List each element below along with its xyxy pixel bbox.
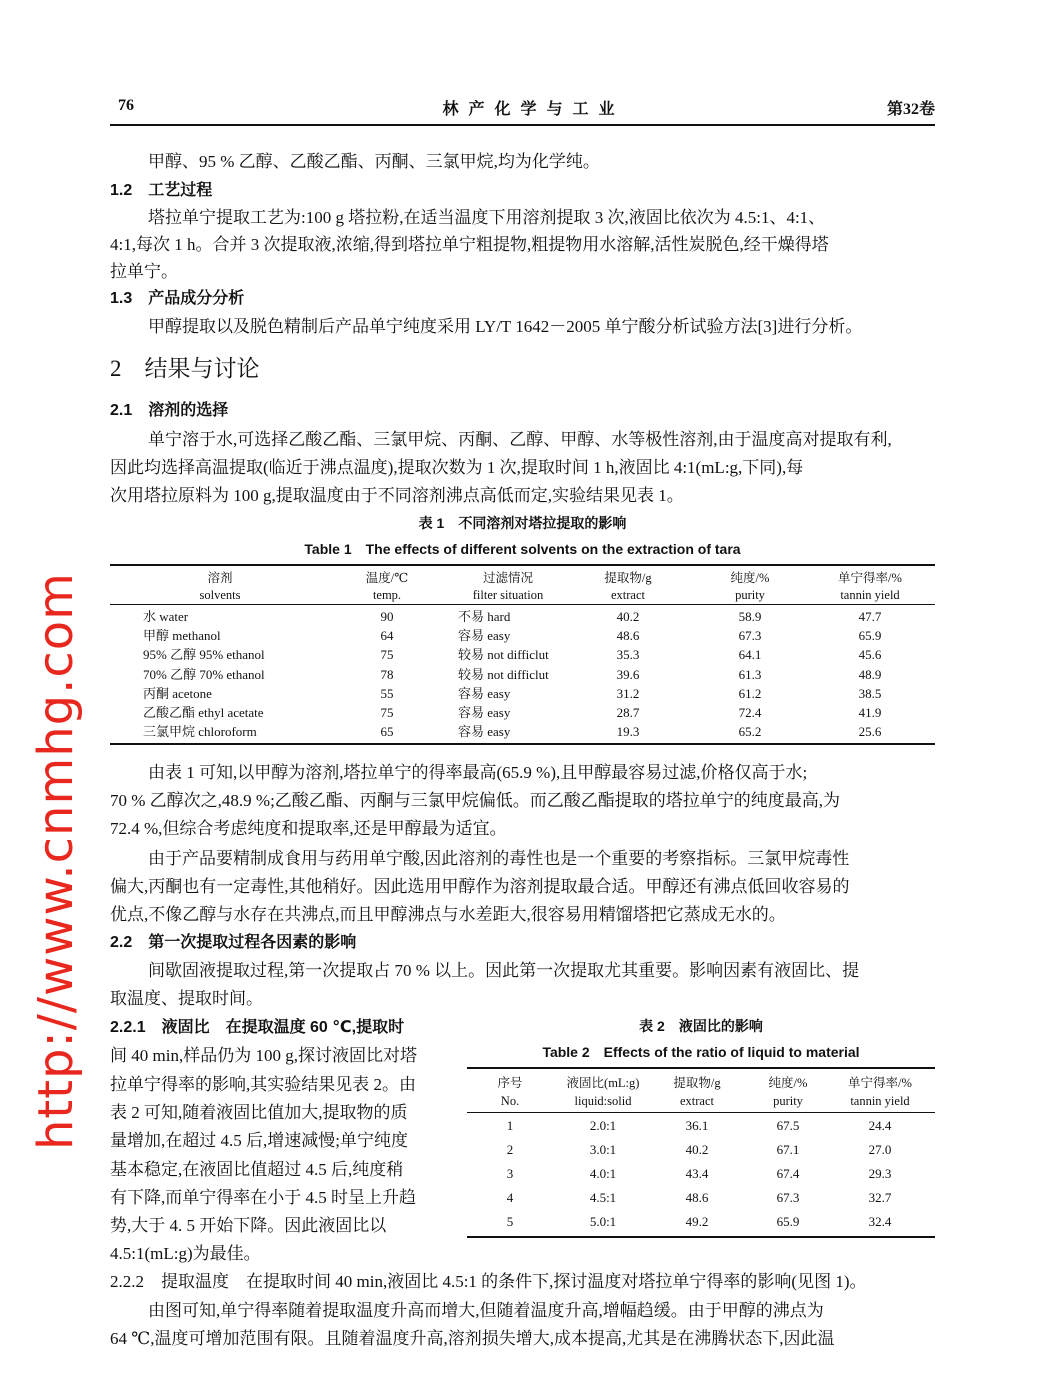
table2-cell: 43.4 (685, 1166, 709, 1181)
table2-cell: 67.3 (776, 1190, 800, 1205)
table2-top-rule (467, 1067, 935, 1069)
table1-cell: 41.9 (858, 705, 882, 720)
table1-cell: 64.1 (738, 647, 762, 663)
table2-cell: 1 (506, 1118, 514, 1133)
paragraph-line: 甲醇、95 % 乙醇、乙酸乙酯、丙酮、三氯甲烷,均为化学纯。 (148, 152, 600, 171)
table1-header-cn: 单宁得率/% (838, 571, 902, 585)
table1-caption-cn: 表 1 不同溶剂对塔拉提取的影响 (418, 515, 627, 531)
table2-cell: 32.7 (868, 1190, 892, 1205)
table1-top-rule (110, 564, 935, 566)
table1-cell: 45.6 (858, 647, 882, 663)
table1-cell-solvent: 甲醇 methanol (143, 628, 221, 644)
table1-cell: 67.3 (738, 628, 762, 644)
table1-cell-solvent: 水 water (143, 609, 189, 624)
table1-cell: 61.3 (738, 666, 762, 682)
paragraph-line: 拉单宁得率的影响,其实验结果见表 2。由 (110, 1074, 416, 1094)
table1-cell: 容易 easy (458, 705, 511, 720)
paragraph-line: 塔拉单宁提取工艺为:100 g 塔拉粉,在适当温度下用溶剂提取 3 次,液固比依次为 4.5:1、4:1、 (148, 208, 826, 227)
table2-cell: 4.5:1 (589, 1190, 617, 1205)
page-number: 76 (118, 97, 134, 114)
paragraph-line: 70 % 乙醇次之,48.9 %;乙酸乙酯、丙酮与三氯甲烷偏低。而乙酸乙酯提取的塔拉单宁的纯度最高,为 (110, 791, 841, 810)
section-heading-1-2: 1.2 工艺过程 (110, 182, 213, 199)
table2-header-en: liquid:solid (574, 1094, 632, 1108)
table1-cell-solvent: 95% 乙醇 95% ethanol (143, 647, 265, 663)
paragraph-line: 由于产品要精制成食用与药用单宁酸,因此溶剂的毒性也是一个重要的考察指标。三氯甲烷毒性 (148, 849, 850, 868)
table1-cell: 64 (380, 628, 394, 644)
table1-cell: 28.7 (616, 705, 640, 720)
table2-cell: 67.4 (776, 1166, 800, 1181)
paragraph-line: 2.2.1 液固比 在提取温度 60 ℃,提取时 (110, 1019, 405, 1036)
paragraph-line: 量增加,在超过 4.5 后,增速减慢;单宁纯度 (110, 1131, 408, 1151)
table1-cell-solvent: 70% 乙醇 70% ethanol (143, 666, 265, 682)
table2-header-cn: 液固比(mL:g) (566, 1076, 640, 1090)
table1-bottom-rule (110, 743, 935, 745)
table1-header-cn: 纯度/% (730, 571, 770, 585)
table2-cell: 3 (506, 1166, 514, 1181)
table1-cell: 25.6 (858, 724, 882, 740)
table1-cell: 35.3 (616, 647, 640, 663)
paragraph-line: 72.4 %,但综合考虑纯度和提取率,还是甲醇最为适宜。 (110, 819, 507, 838)
table2-cell: 65.9 (776, 1214, 800, 1229)
table1-header-cn: 提取物/g (604, 571, 652, 585)
table1-header-en: temp. (372, 588, 402, 602)
table2-header-en: No. (500, 1094, 520, 1108)
paragraph-line: 64 ℃,温度可增加范围有限。且随着温度升高,溶剂损失增大,成本提高,尤其是在沸腾状态下,因此温 (110, 1329, 835, 1348)
paragraph-line: 间 40 min,样品仍为 100 g,探讨液固比对塔 (110, 1046, 417, 1066)
journal-title: 林 产 化 学 与 工 业 (442, 101, 618, 118)
table1-cell: 较易 not difficlut (458, 647, 549, 663)
table2-header-cn: 单宁得率/% (848, 1076, 912, 1090)
table1-cell: 19.3 (616, 724, 640, 740)
table1-cell: 较易 not difficlut (458, 666, 549, 682)
table1-header-en: tannin yield (840, 588, 900, 602)
table2-header-rule (467, 1112, 935, 1113)
paragraph-line: 势,大于 4. 5 开始下降。因此液固比以 (110, 1216, 387, 1236)
table1-header-cn: 过滤情况 (482, 571, 533, 585)
table1-cell: 38.5 (858, 685, 882, 701)
table2-cell: 40.2 (685, 1142, 709, 1157)
paragraph-line: 拉单宁。 (110, 262, 178, 281)
table1-header-en: purity (735, 588, 765, 602)
paragraph-line: 基本稳定,在液固比值超过 4.5 后,纯度稍 (110, 1159, 404, 1179)
paragraph-line: 4:1,每次 1 h。合并 3 次提取液,浓缩,得到塔拉单宁粗提物,粗提物用水溶解,活性炭脱色,经干燥得塔 (110, 235, 829, 254)
table1-cell: 容易 easy (458, 628, 511, 644)
table2-cell: 2 (506, 1142, 514, 1157)
paragraph-line: 表 2 可知,随着液固比值加大,提取物的质 (110, 1102, 408, 1122)
paragraph-line: 有下降,而单宁得率在小于 4.5 时呈上升趋 (110, 1187, 416, 1207)
table1-cell: 不易 hard (458, 609, 511, 624)
section-heading-2: 2 结果与讨论 (110, 356, 260, 381)
paragraph-line: 甲醇提取以及脱色精制后产品单宁纯度采用 LY/T 1642－2005 单宁酸分析试验方法[3]进行分析。 (148, 317, 863, 336)
paragraph-line: 次用塔拉原料为 100 g,提取温度由于不同溶剂沸点高低而定,实验结果见表 1。 (110, 486, 684, 505)
paragraph-line: 因此均选择高温提取(临近于沸点温度),提取次数为 1 次,提取时间 1 h,液固比 4:1(mL:g,下同),每 (110, 458, 804, 477)
table2-header-cn: 纯度/% (768, 1076, 808, 1090)
table1-cell: 31.2 (616, 685, 640, 701)
paragraph-line: 偏大,丙酮也有一定毒性,其他稍好。因此选用甲醇作为溶剂提取最合适。甲醇还有沸点低回收容易的 (110, 877, 850, 896)
section-2-2-2-line: 2.2.2 提取温度 在提取时间 40 min,液固比 4.5:1 的条件下,探讨温度对塔拉单宁得率的影响(见图 1)。 (110, 1272, 867, 1291)
table1-cell: 65.9 (858, 628, 882, 644)
table1-cell: 65.2 (738, 724, 762, 740)
table1-cell-solvent: 乙酸乙酯 ethyl acetate (143, 705, 264, 720)
table2-header-en: tannin yield (850, 1094, 910, 1108)
table2-cell: 49.2 (685, 1214, 709, 1229)
paragraph-line: 由图可知,单宁得率随着提取温度升高而增大,但随着温度升高,增幅趋缓。由于甲醇的沸点为 (148, 1301, 824, 1320)
table1-cell: 61.2 (738, 685, 762, 701)
table1-header-en: extract (610, 588, 645, 602)
table2-cell: 67.1 (776, 1142, 800, 1157)
paragraph-line: 取温度、提取时间。 (110, 989, 263, 1008)
table2-cell: 3.0:1 (589, 1142, 617, 1157)
table1-cell: 48.9 (858, 666, 882, 682)
table2-bottom-rule (467, 1236, 935, 1238)
table1-header-cn: 溶剂 (207, 571, 233, 585)
table2-cell: 36.1 (685, 1118, 709, 1133)
table1-cell: 容易 easy (458, 685, 511, 701)
table1-cell: 48.6 (616, 628, 640, 644)
table2-cell: 4.0:1 (589, 1166, 617, 1181)
watermark: http://www.cnmhg.com (28, 572, 84, 1150)
table2-header-cn: 序号 (497, 1076, 523, 1090)
table1-cell: 58.9 (738, 609, 762, 624)
table2-cell: 32.4 (868, 1214, 892, 1229)
table1-cell: 75 (380, 647, 394, 663)
table1-cell-solvent: 丙酮 acetone (143, 685, 212, 701)
section-heading-2-2: 2.2 第一次提取过程各因素的影响 (110, 934, 357, 951)
table1-caption-en: Table 1 The effects of different solvents on the extraction of tara (304, 541, 741, 557)
table1-cell: 90 (380, 609, 394, 624)
section-heading-2-1: 2.1 溶剂的选择 (110, 402, 229, 419)
section-heading-1-3: 1.3 产品成分分析 (110, 290, 245, 307)
table2-cell: 67.5 (776, 1118, 800, 1133)
table1-header-cn: 温度/℃ (365, 571, 409, 585)
table1-cell-solvent: 三氯甲烷 chloroform (143, 724, 257, 740)
table1-cell: 75 (380, 705, 394, 720)
table2-caption-cn: 表 2 液固比的影响 (639, 1018, 763, 1034)
table2-caption-en: Table 2 Effects of the ratio of liquid to material (542, 1044, 860, 1060)
table1-cell: 40.2 (616, 609, 640, 624)
header-rule (110, 124, 935, 126)
volume: 第32卷 (886, 101, 935, 118)
table1-header-en: solvents (199, 588, 241, 602)
table2-cell: 29.3 (868, 1166, 892, 1181)
table1-header-en: filter situation (472, 588, 544, 602)
table2-cell: 5.0:1 (589, 1214, 617, 1229)
table2-cell: 24.4 (868, 1118, 892, 1133)
table2-cell: 4 (506, 1190, 514, 1205)
table2-cell: 48.6 (685, 1190, 709, 1205)
table1-cell: 容易 easy (458, 724, 511, 740)
table2-cell: 2.0:1 (589, 1118, 617, 1133)
table1-header-rule (110, 604, 935, 605)
paragraph-line: 由表 1 可知,以甲醇为溶剂,塔拉单宁的得率最高(65.9 %),且甲醇最容易过滤,价格仅高于水; (148, 763, 808, 782)
table1-cell: 65 (380, 724, 394, 740)
table1-cell: 47.7 (858, 609, 882, 624)
table2-cell: 27.0 (868, 1142, 892, 1157)
table2-header-en: extract (679, 1094, 714, 1108)
table2-cell: 5 (506, 1214, 514, 1229)
table1-cell: 39.6 (616, 666, 640, 682)
table1-cell: 78 (380, 666, 394, 682)
table1-cell: 55 (380, 685, 394, 701)
table1-cell: 72.4 (738, 705, 762, 720)
paragraph-line: 4.5:1(mL:g)为最佳。 (110, 1244, 261, 1264)
paragraph-line: 间歇固液提取过程,第一次提取占 70 % 以上。因此第一次提取尤其重要。影响因素有液固比、提 (148, 961, 860, 980)
table2-header-cn: 提取物/g (673, 1076, 721, 1090)
table2-header-en: purity (773, 1094, 803, 1108)
paragraph-line: 优点,不像乙醇与水存在共沸点,而且甲醇沸点与水差距大,很容易用精馏塔把它蒸成无水的。 (110, 905, 786, 924)
paragraph-line: 单宁溶于水,可选择乙酸乙酯、三氯甲烷、丙酮、乙醇、甲醇、水等极性溶剂,由于温度高对提取有利, (148, 430, 892, 449)
